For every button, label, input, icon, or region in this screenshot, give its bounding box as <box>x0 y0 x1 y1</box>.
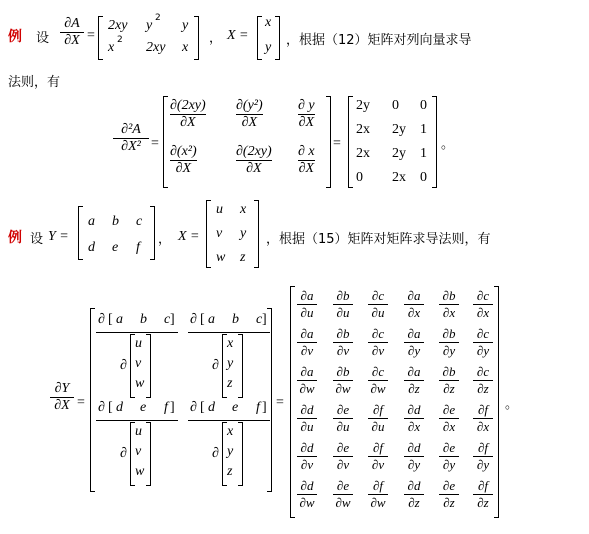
block-numerator-entry: d <box>208 400 215 415</box>
denominator: ∂z <box>477 381 489 396</box>
matrix-X-entry: y <box>240 226 247 241</box>
partial-derivative-fraction <box>236 98 263 131</box>
denominator: ∂x <box>407 419 421 434</box>
partial-symbol: ∂ <box>212 358 219 373</box>
numerator: ∂e <box>442 440 456 455</box>
jacobian-bracket-right <box>326 96 331 188</box>
numerator: ∂e <box>442 402 456 417</box>
denominator: ∂v <box>300 343 314 358</box>
d2A-over-dX2-fraction <box>113 122 149 155</box>
block-numerator-entry: f <box>164 400 168 415</box>
result-partial-fraction <box>297 478 317 511</box>
denominator: ∂z <box>408 495 420 510</box>
numerator: ∂a <box>407 364 421 379</box>
partial-symbol: ∂ <box>120 446 127 461</box>
numerator: ∂Y <box>54 381 70 396</box>
denominator: ∂z <box>443 381 455 396</box>
vector-bracket-right <box>146 422 151 486</box>
matrix-A-entry: 2xy <box>108 18 128 33</box>
denominator: ∂x <box>407 305 421 320</box>
result-entry: 2y <box>356 98 370 113</box>
numerator: ∂f <box>477 402 489 417</box>
fraction-bar <box>188 420 270 421</box>
numerator: ∂c <box>476 364 490 379</box>
numerator: ∂e <box>336 440 350 455</box>
fraction-bar <box>188 332 270 333</box>
dA-over-dX-fraction <box>60 16 84 49</box>
matrix-Y-bracket-right <box>150 206 155 260</box>
denominator: ∂u <box>336 419 350 434</box>
matrix-Y-entry: c <box>136 214 143 229</box>
numerator: ∂a <box>407 326 421 341</box>
vector-X-entry: y <box>265 40 272 55</box>
denominator: ∂w <box>299 381 315 396</box>
numerator: ∂(2xy) <box>236 144 272 159</box>
matrix-bracket-left <box>98 16 103 60</box>
result-entry: 1 <box>420 146 427 161</box>
denominator: ∂v <box>336 457 350 472</box>
block-denominator-entry: y <box>227 444 234 459</box>
result-entry: 2x <box>356 122 370 137</box>
partial-derivative-fraction <box>170 98 206 131</box>
numerator: ∂f <box>372 402 384 417</box>
denominator: ∂v <box>371 457 385 472</box>
block-numerator-entry: e <box>232 400 239 415</box>
numerator: ∂b <box>336 364 350 379</box>
denominator: ∂y <box>407 457 421 472</box>
result-partial-fraction <box>297 288 317 321</box>
result-bracket-left <box>348 96 353 188</box>
numerator: ∂²A <box>121 122 141 137</box>
partial-derivative-fraction <box>298 144 315 177</box>
partial-symbol: ∂ <box>190 400 197 415</box>
matrix-X-entry: z <box>240 250 246 265</box>
numerator: ∂a <box>300 288 314 303</box>
result2-bracket-right <box>494 286 499 518</box>
result-partial-fraction <box>404 478 424 511</box>
vector-bracket-right <box>238 334 243 398</box>
result-partial-fraction <box>368 402 388 435</box>
numerator: ∂ x <box>298 144 315 159</box>
denominator: ∂x <box>442 305 456 320</box>
partial-symbol: ∂ <box>98 400 105 415</box>
result-partial-fraction <box>333 364 353 397</box>
period-2: 。 <box>505 397 519 412</box>
result-partial-fraction <box>404 326 424 359</box>
numerator: ∂d <box>407 440 421 455</box>
result-partial-fraction <box>333 402 353 435</box>
denominator: ∂w <box>335 381 351 396</box>
result-partial-fraction <box>439 440 459 473</box>
result-partial-fraction <box>473 402 493 435</box>
partial-derivative-fraction <box>236 144 272 177</box>
example1-text-after: ，根据（12）矩阵对列向量求导 <box>286 33 472 48</box>
numerator: ∂a <box>407 288 421 303</box>
vector-bracket-right <box>238 422 243 486</box>
block-numerator-entry: e <box>140 400 147 415</box>
matrix-Y-entry: d <box>88 240 95 255</box>
vector-X-entry: x <box>265 15 272 30</box>
matrix-bracket-right <box>194 16 199 60</box>
block-denominator-entry: u <box>135 424 142 439</box>
example-label-2: 例 <box>8 230 22 246</box>
exponent: 2 <box>117 35 123 45</box>
fraction-bar <box>96 332 178 333</box>
numerator: ∂c <box>476 288 490 303</box>
numerator: ∂(y²) <box>236 98 263 113</box>
denominator: ∂X <box>246 161 262 176</box>
result-partial-fraction <box>333 288 353 321</box>
result-partial-fraction <box>368 288 388 321</box>
comma: ， <box>209 31 223 46</box>
example-label-1: 例 <box>8 29 22 45</box>
numerator: ∂b <box>442 326 456 341</box>
denominator: ∂X <box>298 115 315 130</box>
matrix-A-entry: x <box>108 40 115 55</box>
result-entry: 1 <box>420 122 427 137</box>
block-numerator-entry: b <box>140 312 147 327</box>
partial-derivative-fraction <box>298 98 315 131</box>
denominator: ∂X <box>175 161 192 176</box>
equals-sign: = <box>333 136 341 151</box>
result-partial-fraction <box>439 326 459 359</box>
denominator: ∂x <box>442 419 456 434</box>
numerator: ∂f <box>477 478 489 493</box>
denominator: ∂y <box>407 343 421 358</box>
matrix-A-entry: y <box>182 18 189 33</box>
Y-label: Y = <box>48 229 69 244</box>
result-partial-fraction <box>473 326 493 359</box>
denominator: ∂z <box>408 381 420 396</box>
numerator: ∂b <box>336 288 350 303</box>
fraction-bar <box>96 420 178 421</box>
result-partial-fraction <box>439 478 459 511</box>
numerator: ∂d <box>407 478 421 493</box>
period: 。 <box>441 137 455 152</box>
block-denominator-entry: v <box>135 356 142 371</box>
partial-derivative-fraction <box>170 144 197 177</box>
vector-bracket-right <box>275 16 280 60</box>
matrix-Y-entry: a <box>88 214 95 229</box>
denominator: ∂y <box>442 457 456 472</box>
block-denominator-entry: x <box>227 424 234 439</box>
example2-intro-text: 设 <box>30 232 44 247</box>
partial-symbol: ∂ <box>120 358 127 373</box>
denominator: ∂x <box>476 305 490 320</box>
result-partial-fraction <box>404 364 424 397</box>
result-entry: 2x <box>356 146 370 161</box>
matrix-A-entry: y <box>146 18 153 33</box>
result-partial-fraction <box>404 440 424 473</box>
result-entry: 0 <box>392 98 399 113</box>
numerator: ∂A <box>64 16 80 31</box>
matrix-X-entry: x <box>240 202 247 217</box>
matrix-X-bracket-right <box>254 200 259 268</box>
numerator: ∂b <box>442 364 456 379</box>
numerator: ∂a <box>300 326 314 341</box>
block-denominator-entry: z <box>227 464 233 479</box>
numerator: ∂e <box>336 478 350 493</box>
denominator: ∂y <box>476 343 490 358</box>
numerator: ∂b <box>442 288 456 303</box>
matrix-X-entry: w <box>216 250 226 265</box>
denominator: ∂X <box>241 115 258 130</box>
denominator: ∂y <box>442 343 456 358</box>
numerator: ∂f <box>372 440 384 455</box>
denominator: ∂w <box>370 381 386 396</box>
block-denominator-entry: v <box>135 444 142 459</box>
bracket-close: ] <box>262 312 267 327</box>
denominator: ∂u <box>336 305 350 320</box>
block-numerator-entry: b <box>232 312 239 327</box>
block-denominator-entry: y <box>227 356 234 371</box>
denominator: ∂z <box>443 495 455 510</box>
result-partial-fraction <box>404 288 424 321</box>
block-denominator-entry: z <box>227 376 233 391</box>
partial-symbol: ∂ <box>190 312 197 327</box>
numerator: ∂c <box>371 364 385 379</box>
denominator: ∂X <box>298 161 315 176</box>
denominator: ∂y <box>476 457 490 472</box>
result-partial-fraction <box>333 440 353 473</box>
matrix-X-entry: v <box>216 226 223 241</box>
example1-text-line2: 法则，有 <box>8 75 61 90</box>
result-partial-fraction <box>473 288 493 321</box>
X-label-2: X = <box>178 229 200 244</box>
result-entry: 2y <box>392 122 406 137</box>
matrix-A-entry: x <box>182 40 189 55</box>
result-partial-fraction <box>297 440 317 473</box>
denominator: ∂X <box>180 115 196 130</box>
numerator: ∂f <box>477 440 489 455</box>
result-partial-fraction <box>439 288 459 321</box>
block-numerator-entry: d <box>116 400 123 415</box>
vector-bracket-left <box>257 16 262 60</box>
matrix-X-bracket-left <box>206 200 211 268</box>
denominator: ∂w <box>299 495 315 510</box>
denominator: ∂u <box>300 305 314 320</box>
vector-bracket-right <box>146 334 151 398</box>
numerator: ∂e <box>336 402 350 417</box>
block-denominator-entry: x <box>227 336 234 351</box>
comma: ， <box>158 232 172 247</box>
equals-sign: = <box>151 136 159 151</box>
numerator: ∂b <box>336 326 350 341</box>
numerator: ∂c <box>371 326 385 341</box>
block-denominator-entry: w <box>135 464 145 479</box>
matrix-X-entry: u <box>216 202 223 217</box>
result2-bracket-left <box>290 286 295 518</box>
bracket-open: [ <box>200 400 205 415</box>
denominator: ∂v <box>300 457 314 472</box>
partial-symbol: ∂ <box>98 312 105 327</box>
X-label: X = <box>227 28 249 43</box>
bracket-close: ] <box>170 400 175 415</box>
result-entry: 2x <box>392 170 406 185</box>
matrix-Y-entry: e <box>112 240 119 255</box>
matrix-Y-entry: b <box>112 214 119 229</box>
numerator: ∂(x²) <box>170 144 197 159</box>
numerator: ∂d <box>300 402 314 417</box>
result-entry: 0 <box>356 170 363 185</box>
result-partial-fraction <box>439 402 459 435</box>
dY-over-dX-fraction <box>50 381 74 414</box>
block-bracket-right <box>267 308 272 492</box>
numerator: ∂c <box>476 326 490 341</box>
denominator: ∂v <box>336 343 350 358</box>
result-partial-fraction <box>297 402 317 435</box>
numerator: ∂a <box>300 364 314 379</box>
block-denominator-entry: u <box>135 336 142 351</box>
result-entry: 0 <box>420 170 427 185</box>
numerator: ∂d <box>300 478 314 493</box>
denominator: ∂z <box>477 495 489 510</box>
denominator: ∂u <box>371 305 385 320</box>
denominator: ∂v <box>371 343 385 358</box>
block-numerator-entry: a <box>116 312 123 327</box>
denominator: ∂w <box>335 495 351 510</box>
equals-sign: = <box>77 395 85 410</box>
denominator: ∂X <box>64 33 80 48</box>
bracket-open: [ <box>108 400 113 415</box>
example2-text-after: ，根据（15）矩阵对矩阵求导法则，有 <box>266 232 491 247</box>
result-partial-fraction <box>404 402 424 435</box>
result-bracket-right <box>432 96 437 188</box>
block-numerator-entry: c <box>256 312 263 327</box>
jacobian-bracket-left <box>163 96 168 188</box>
numerator: ∂d <box>300 440 314 455</box>
equals-sign: = <box>87 28 95 43</box>
numerator: ∂d <box>407 402 421 417</box>
denominator: ∂X <box>54 398 70 413</box>
numerator: ∂(2xy) <box>170 98 206 113</box>
result-partial-fraction <box>368 326 388 359</box>
equals-sign: = <box>276 395 284 410</box>
result-partial-fraction <box>368 364 388 397</box>
bracket-close: ] <box>262 400 267 415</box>
result-partial-fraction <box>473 478 493 511</box>
denominator: ∂x <box>476 419 490 434</box>
block-numerator-entry: a <box>208 312 215 327</box>
partial-symbol: ∂ <box>212 446 219 461</box>
block-numerator-entry: c <box>164 312 171 327</box>
numerator: ∂f <box>372 478 384 493</box>
result-partial-fraction <box>368 478 388 511</box>
numerator: ∂c <box>371 288 385 303</box>
result-partial-fraction <box>333 326 353 359</box>
exponent: 2 <box>155 13 161 23</box>
matrix-A-entry: 2xy <box>146 40 166 55</box>
block-bracket-left <box>90 308 95 492</box>
result-partial-fraction <box>333 478 353 511</box>
bracket-open: [ <box>108 312 113 327</box>
example1-intro-text: 设 <box>36 31 50 46</box>
numerator: ∂ y <box>298 98 315 113</box>
result-entry: 2y <box>392 146 406 161</box>
block-denominator-entry: w <box>135 376 145 391</box>
result-partial-fraction <box>473 364 493 397</box>
block-numerator-entry: f <box>256 400 260 415</box>
result-entry: 0 <box>420 98 427 113</box>
numerator: ∂e <box>442 478 456 493</box>
denominator: ∂X² <box>121 139 141 154</box>
denominator: ∂u <box>300 419 314 434</box>
result-partial-fraction <box>473 440 493 473</box>
result-partial-fraction <box>297 326 317 359</box>
matrix-Y-entry: f <box>136 240 140 255</box>
result-partial-fraction <box>368 440 388 473</box>
result-partial-fraction <box>439 364 459 397</box>
result-partial-fraction <box>297 364 317 397</box>
denominator: ∂w <box>370 495 386 510</box>
denominator: ∂u <box>371 419 385 434</box>
bracket-close: ] <box>170 312 175 327</box>
bracket-open: [ <box>200 312 205 327</box>
matrix-Y-bracket-left <box>78 206 83 260</box>
